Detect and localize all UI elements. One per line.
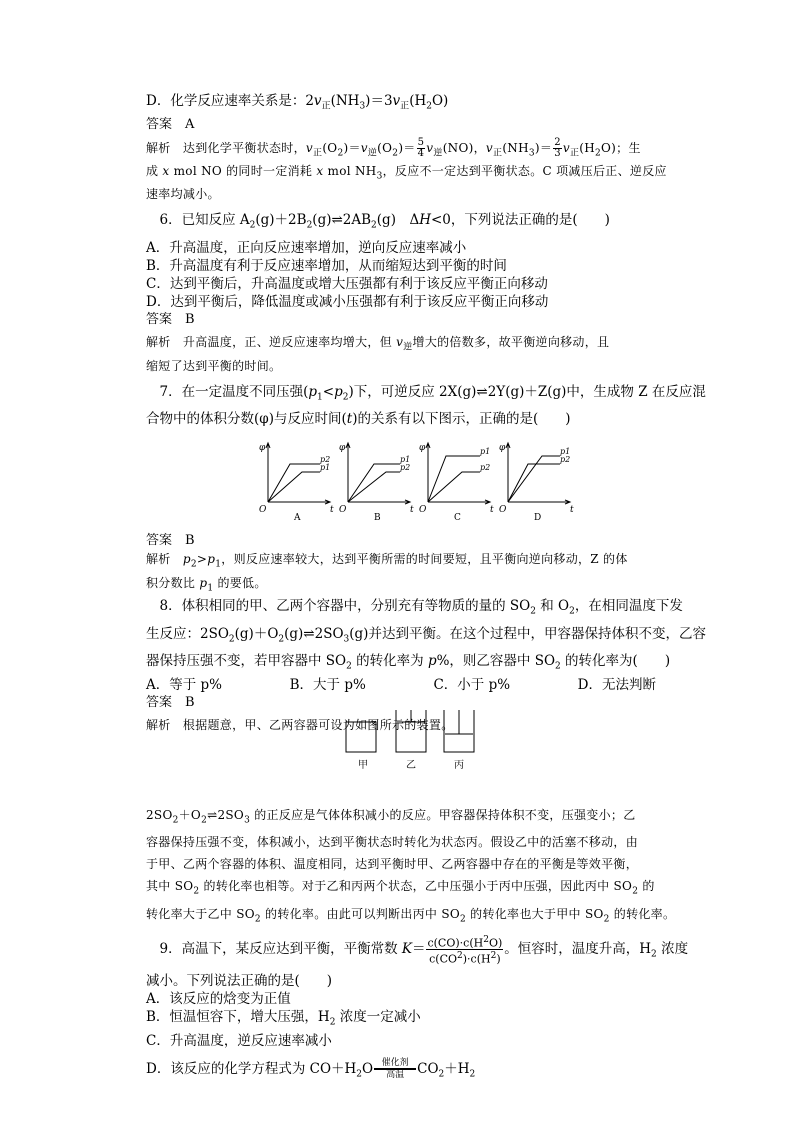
graph-curve-label: p2 — [480, 463, 491, 472]
graph-curve-label: p1 — [400, 455, 411, 464]
q8-options — [146, 676, 656, 694]
q9-option-a: A．该反应的焓变为正值 — [146, 990, 291, 1007]
q9-option-c: C．升高温度，逆反应速率减小 — [146, 1032, 332, 1049]
explanation-7-line1: 解析 $p_2>p_1$，则反应速率较大，达到平衡所需的时间要短，且平衡向逆向移动，Z 的体 — [146, 552, 628, 570]
q9-option-d: D．该反应的化学方程式为 $CO+H_2O$ $\frac{\text{催化剂}}{\text{高温}}$ $CO_2+H_2$ — [146, 1058, 476, 1081]
vessel-label-yi: 乙 — [406, 760, 416, 771]
graph-curve — [508, 456, 560, 502]
k-denominator: $c(CO^2)\cdot c(H^2)$ — [429, 951, 501, 966]
question-6: 6．已知反应 $A_2(g)+2B_2(g)\rightleftharpoons 2AB_2(g)$ ΔH<0，下列说法正确的是( ) — [146, 212, 610, 232]
explanation-8-line5: 其中 $SO_2$ 的转化率也相等。对于乙和丙两个状态，乙中压强小于丙中压强，因此丙中 $SO_2$ 的 — [146, 879, 655, 897]
question-7-line2: 合物中的体积分数(φ)与反应时间(t)的关系有以下图示，正确的是( ) — [146, 411, 571, 428]
graph-curve-label: p2 — [560, 455, 571, 464]
graph-curve-label: p1 — [320, 463, 331, 472]
q7-graphs — [258, 442, 574, 524]
graph-x-label: t — [490, 505, 494, 515]
explanation-5-line1: 解析 达到化学平衡状态时，$v_正(O_2)=v_逆(O_2)=$ $\frac{5}{4}$ $v_逆(NO)$，$v_正(NH_3)=$ $\frac{2}{3}$ $v_正(H_2O)$；生 — [146, 136, 641, 159]
graph-origin: O — [339, 505, 347, 515]
graph-y-label: φ — [259, 443, 266, 453]
q8-option-d: D．无法判断 — [577, 677, 656, 694]
q6-option-c: C．达到平衡后，升高温度或增大压强都有利于该反应平衡正向移动 — [146, 276, 548, 293]
graph-curve-label: p1 — [480, 447, 491, 456]
q8-option-b: B．大于 p% — [289, 677, 366, 694]
graph-curve-label: p1 — [560, 447, 571, 456]
graph-curve — [268, 464, 320, 502]
q8-vessel-diagram — [342, 708, 482, 772]
graph-curve — [428, 472, 480, 502]
vessel-jia — [346, 722, 376, 752]
explanation-5-line3: 速率均减小。 — [146, 187, 220, 202]
question-8-line3: 器保持压强不变，若甲容器中 $SO_2$ 的转化率为 p%，则乙容器中 $SO_2$ 的转化率为( ) — [146, 653, 671, 673]
question-8-line2: 生反应：$2SO_2(g)+O_2(g)\rightleftharpoons 2SO_3(g)$并达到平衡。在这个过程中，甲容器保持体积不变，乙容 — [146, 625, 706, 645]
q8-option-c: C．小于 p% — [433, 677, 511, 694]
answer-6: 答案 B — [146, 312, 195, 328]
vessel-yi — [396, 710, 426, 752]
graph-curve-label: p2 — [400, 463, 411, 472]
graph-x-label: t — [570, 505, 574, 515]
explanation-8-line6: 转化率大于乙中 $SO_2$ 的转化率。由此可以判断出丙中 $SO_2$ 的转化率也大于甲中 $SO_2$ 的转化率。 — [146, 906, 676, 925]
vessel-label-bing: 丙 — [454, 760, 464, 771]
q6-option-d: D．达到平衡后，降低温度或减小压强都有利于该反应平衡正向移动 — [146, 294, 549, 311]
answer-5: 答案 A — [146, 116, 195, 132]
explanation-5-line2: 成 x mol NO 的同时一定消耗 x mol $NH_3$，反应不一定达到平衡状态。C 项减压后正、逆反应 — [146, 164, 667, 182]
question-9-line2: 减小。下列说法正确的是( ) — [146, 972, 333, 989]
graph-panel-label: A — [294, 513, 301, 523]
explanation-8-line2: $2SO_2+O_2\rightleftharpoons 2SO_3$ 的正反应是气体体积减小的反应。甲容器保持体积不变，压强变小；乙 — [146, 808, 636, 826]
explanation-8-line1: 解析 根据题意，甲、乙两容器可设为如图所示的装置。 — [146, 718, 454, 733]
graph-y-label: φ — [339, 443, 346, 453]
explanation-6-line2: 缩短了达到平衡的时间。 — [146, 358, 282, 373]
q5-option-d: D．化学反应速率关系是：$2v_正(NH_3)=3v_正(H_2O)$ — [146, 93, 449, 112]
graph-x-label: t — [330, 505, 334, 515]
k-numerator: $c(CO)\cdot c(H^2O)$ — [427, 934, 503, 950]
question-9-line1: 9．高温下，某反应达到平衡，平衡常数 K＝ $\frac{c(CO)\cdot c(H^2O)}{c(CO^2)\cdot c(H^2)}$ 。恒容时，温度升高，$H_2$ 浓度 — [146, 934, 689, 966]
document-body — [146, 92, 706, 1089]
graph-x-label: t — [410, 505, 414, 515]
graph-curve-label: p2 — [320, 455, 331, 464]
vessel-bing — [444, 710, 474, 752]
graph-origin: O — [259, 505, 267, 515]
graph-curve — [508, 464, 560, 502]
question-8-line1: 8．体积相同的甲、乙两个容器中，分别充有等物质的量的 $SO_2$ 和 $O_2$，在相同温度下发 — [146, 598, 683, 617]
q6-option-a: A．升高温度，正向反应速率增加，逆向反应速率减小 — [146, 240, 467, 257]
graph-y-label: φ — [419, 443, 426, 453]
graph-panel-label: B — [374, 513, 381, 523]
q9-option-b: B．恒温恒容下，增大压强，$H_2$ 浓度一定减小 — [146, 1008, 421, 1028]
q6-option-b: B．升高温度有利于反应速率增加，从而缩短达到平衡的时间 — [146, 258, 507, 275]
explanation-7-line2: 积分数比 $p_1$ 的要低。 — [146, 575, 267, 594]
q8-option-a: A．等于 p% — [146, 677, 223, 694]
graph-curve — [348, 472, 400, 502]
explanation-6-line1: 解析 升高温度，正、逆反应速率均增大，但 $v_逆$增大的倍数多，故平衡逆向移动，且 — [146, 335, 610, 353]
graph-origin: O — [419, 505, 427, 515]
graph-panel-label: D — [534, 513, 542, 523]
graph-panel-label: C — [454, 513, 461, 523]
question-7-line1: 7．在一定温度不同压强$(p_1<p_2)$下，可逆反应 2X(g)⇌2Y(g)＋Z(g)中，生成物 Z 在反应混 — [146, 383, 706, 403]
answer-7: 答案 B — [146, 533, 195, 549]
graph-curve — [268, 472, 320, 502]
answer-8: 答案 B — [146, 695, 195, 711]
graph-origin: O — [499, 505, 507, 515]
explanation-8-line3: 容器保持压强不变，体积减小，达到平衡状态时转化为状态丙。假设乙中的活塞不移动，由 — [146, 835, 639, 850]
explanation-8-line4: 于甲、乙两个容器的体积、温度相同，达到平衡时甲、乙两容器中存在的平衡是等效平衡， — [146, 857, 639, 872]
graph-y-label: φ — [499, 443, 506, 453]
vessel-label-jia: 甲 — [358, 760, 368, 771]
